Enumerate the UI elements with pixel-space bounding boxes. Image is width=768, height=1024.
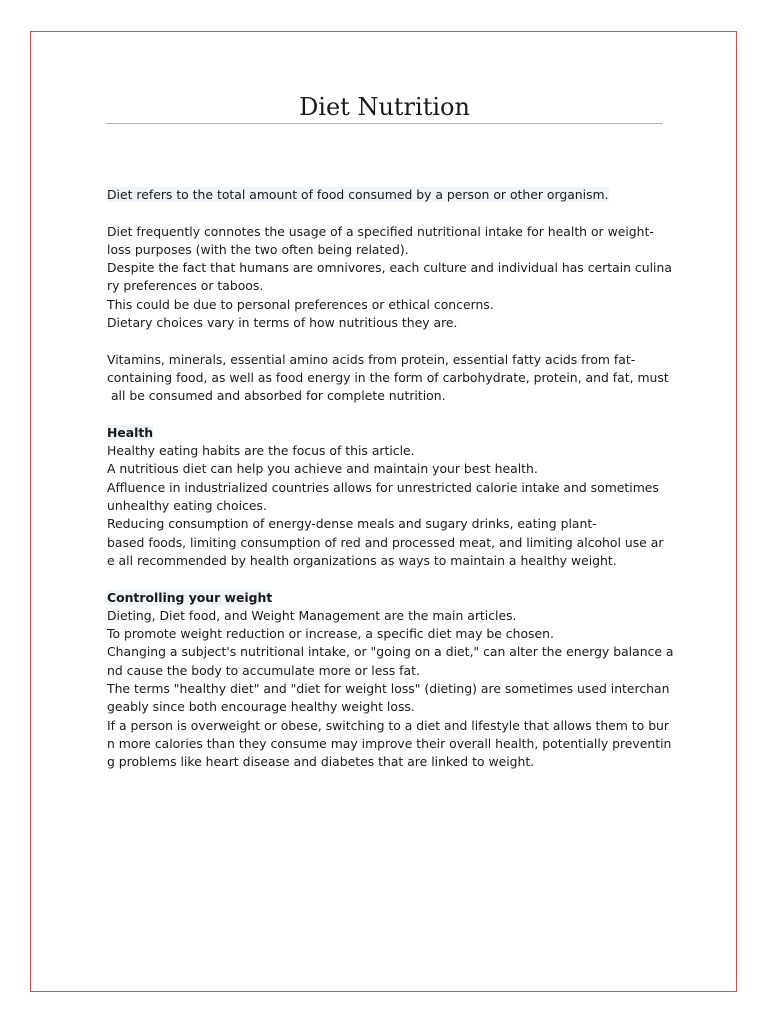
body-line: Affluence in industrialized countries allows for unrestricted calorie intake and sometimes — [107, 479, 659, 495]
document-title: Diet Nutrition — [299, 93, 470, 121]
paragraph-gap — [107, 570, 667, 588]
weight-heading: Controlling your weight — [107, 589, 273, 605]
body-line: e all recommended by health organizations as ways to maintain a healthy weight. — [107, 552, 617, 568]
body-line: Diet frequently connotes the usage of a specified nutritional intake for health or weight- — [107, 223, 654, 239]
intro-line — [107, 186, 667, 204]
body-line: unhealthy eating choices. — [107, 498, 267, 514]
body-line: If a person is overweight or obese, switching to a diet and lifestyle that allows them to bur — [107, 717, 670, 733]
body-line: Vitamins, minerals, essential amino acids from protein, essential fatty acids from fat- — [107, 351, 636, 367]
paragraph-gap — [107, 204, 667, 222]
body-line: loss purposes (with the two often being related). — [107, 241, 409, 257]
body-line: based foods, limiting consumption of red and processed meat, and limiting alcohol use ar — [107, 534, 664, 550]
body-line: ry preferences or taboos. — [107, 278, 264, 294]
body-line: nd cause the body to accumulate more or less fat. — [107, 662, 420, 678]
body-line: To promote weight reduction or increase, a specific diet may be chosen. — [107, 626, 554, 642]
paragraph-gap — [107, 332, 667, 350]
body-line: Dieting, Diet food, and Weight Management are the main articles. — [107, 607, 517, 623]
document-body — [107, 186, 674, 772]
body-line: A nutritious diet can help you achieve and maintain your best health. — [107, 461, 538, 477]
body-line: all be consumed and absorbed for complete nutrition. — [107, 388, 446, 404]
body-line: geably since both encourage healthy weight loss. — [107, 699, 415, 715]
body-line: g problems like heart disease and diabetes that are linked to weight. — [107, 754, 535, 770]
body-line: Changing a subject's nutritional intake, or "going on a diet," can alter the energy balance a — [107, 644, 674, 660]
body-line: Reducing consumption of energy-dense meals and sugary drinks, eating plant- — [107, 516, 597, 532]
intro-text: Diet refers to the total amount of food consumed by a person or other organism. — [107, 187, 609, 202]
body-line: Healthy eating habits are the focus of this article. — [107, 443, 415, 459]
body-line: The terms "healthy diet" and "diet for weight loss" (dieting) are sometimes used interchan — [107, 681, 670, 697]
body-line: containing food, as well as food energy in the form of carbohydrate, protein, and fat, must — [107, 369, 669, 385]
title-divider — [106, 123, 663, 124]
paragraph-gap — [107, 406, 667, 424]
body-line: Dietary choices vary in terms of how nutritious they are. — [107, 315, 458, 331]
body-line: n more calories than they consume may improve their overall health, potentially preventin — [107, 735, 672, 751]
health-heading-line — [107, 424, 667, 442]
weight-heading-line — [107, 589, 667, 607]
body-line: This could be due to personal preferences or ethical concerns. — [107, 296, 494, 312]
health-heading: Health — [107, 424, 154, 440]
body-line: Despite the fact that humans are omnivores, each culture and individual has certain culina — [107, 260, 672, 276]
